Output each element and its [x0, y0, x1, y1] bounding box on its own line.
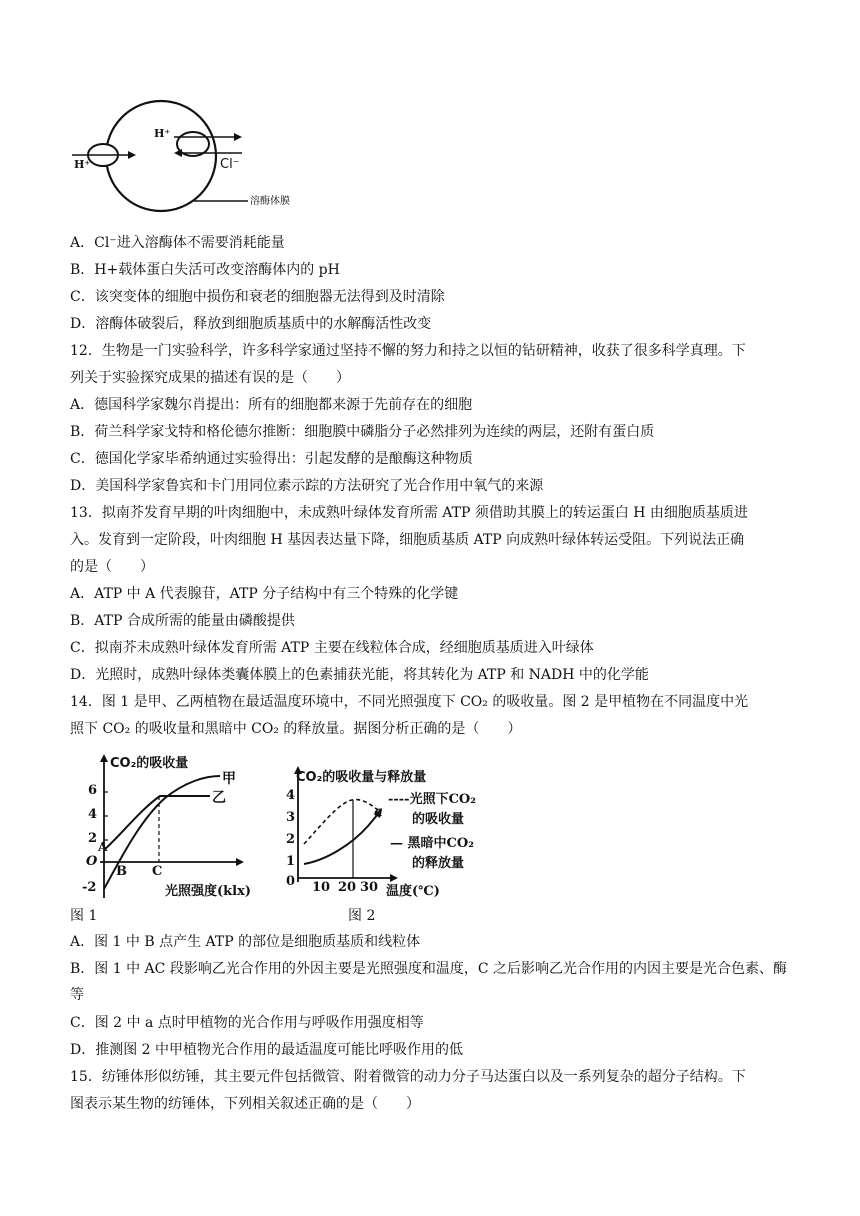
fig2-xtick-20: 20 [338, 880, 357, 895]
q14-option-b: B．图 1 中 AC 段影响乙光合作用的外因主要是光照强度和温度，C 之后影响乙光合作用的内因主要是光合色素、酶等 [70, 961, 787, 1003]
fig2-dashed-curve [304, 800, 378, 844]
label-h-right: H⁺ [154, 127, 171, 140]
q13-option-a: A．ATP 中 A 代表腺苷，ATP 分子结构中有三个特殊的化学键 [70, 586, 459, 602]
fig2-ylabel: CO₂的吸收量与释放量 [296, 770, 427, 785]
q13-option-c: C．拟南芥未成熟叶绿体发育所需 ATP 主要在线粒体合成，经细胞质基质进入叶绿体 [70, 640, 594, 656]
fig2-ytick-1: 1 [286, 854, 296, 869]
label-cl: Cl⁻ [220, 157, 240, 172]
label-lysosome-membrane: 溶酶体膜 [250, 196, 290, 207]
fig1-ylabel: CO₂的吸收量 [110, 756, 189, 771]
label-h-left: H⁺ [74, 158, 91, 171]
fig2-ytick-0: 0 [286, 874, 296, 889]
fig1-ytick-origin: O [86, 854, 98, 869]
q13-stem-3: 的是（ ） [70, 559, 154, 575]
fig1-point-c: C [152, 864, 163, 879]
fig2-legend-dashed-1: ----光照下CO₂ [388, 792, 476, 807]
q12-option-a: A．德国科学家魏尔肖提出：所有的细胞都来源于先前存在的细胞 [70, 397, 473, 413]
q15-stem-1: 15．纺锤体形似纺锤，其主要元件包括微管、附着微管的动力分子马达蛋白以及一系列复杂的超分子结构。下 [70, 1069, 746, 1085]
series-yi-curve [104, 796, 210, 850]
fig2-xtick-10: 10 [312, 880, 331, 895]
q15-stem-2: 图表示某生物的纺锤体，下列相关叙述正确的是（ ） [70, 1096, 420, 1112]
fig2-caption: 图 2 [348, 908, 376, 924]
fig2-legend-solid-1: — 黑暗中CO₂ [390, 836, 474, 851]
fig2-ytick-4: 4 [286, 788, 296, 803]
q12-stem-2: 列关于实验探究成果的描述有误的是（ ） [70, 370, 350, 386]
fig1-point-b: B [116, 864, 127, 879]
q12-stem-1: 12．生物是一门实验科学，许多科学家通过坚持不懈的努力和持之以恒的钻研精神，收获了很多科学真理。下 [70, 343, 746, 359]
fig1-series-yi: 乙 [212, 790, 226, 806]
q12-option-d: D．美国科学家鲁宾和卡门用同位素示踪的方法研究了光合作用中氧气的来源 [70, 478, 544, 494]
q12-option-c: C．德国化学家毕希纳通过实验得出：引起发酵的是酿酶这种物质 [70, 451, 473, 467]
fig2-ytick-3: 3 [286, 810, 296, 825]
fig2-legend-dashed-2: 的吸收量 [412, 812, 465, 827]
q14-stem-2: 照下 CO₂ 的吸收量和黑暗中 CO₂ 的释放量。据图分析正确的是（ ） [70, 721, 522, 737]
fig1-ytick-6: 6 [88, 783, 98, 798]
fig2-ytick-2: 2 [286, 832, 296, 847]
fig1-caption: 图 1 [70, 908, 98, 924]
fig1-ytick-2: 2 [88, 831, 98, 846]
fig2-solid-curve [304, 814, 378, 864]
q11-option-c: C．该突变体的细胞中损伤和衰老的细胞器无法得到及时清除 [70, 289, 445, 305]
q11-option-a: A．Cl⁻进入溶酶体不需要消耗能量 [70, 235, 285, 251]
q13-option-d: D．光照时，成熟叶绿体类囊体膜上的色素捕获光能，将其转化为 ATP 和 NADH 中的化学能 [70, 667, 649, 683]
fig2-legend-solid-2: 的释放量 [412, 856, 465, 871]
fig2-xtick-30: 30 [360, 880, 379, 895]
q13-option-b: B．ATP 合成所需的能量由磷酸提供 [70, 613, 295, 629]
q11-option-d: D．溶酶体破裂后，释放到细胞质基质中的水解酶活性改变 [70, 316, 432, 332]
q14-option-d: D．推测图 2 中甲植物光合作用的最适温度可能比呼吸作用的低 [70, 1042, 464, 1058]
q13-stem-1: 13．拟南芥发育早期的叶肉细胞中，未成熟叶绿体发育所需 ATP 须借助其膜上的转运蛋白 H 由细胞质基质进 [70, 505, 748, 521]
fig1-ytick-4: 4 [88, 807, 98, 822]
q12-option-b: B．荷兰科学家戈特和格伦德尔推断：细胞膜中磷脂分子必然排列为连续的两层，还附有蛋白质 [70, 424, 655, 440]
fig1-series-jia: 甲 [222, 771, 236, 787]
fig1-point-a: A [98, 840, 108, 854]
fig2-xlabel: 温度(℃) [386, 884, 440, 899]
fig2-point-a: a [374, 804, 384, 820]
q14-stem-1: 14．图 1 是甲、乙两植物在最适温度环境中，不同光照强度下 CO₂ 的吸收量。图 2 是甲植物在不同温度中光 [70, 694, 749, 710]
fig1-xlabel: 光照强度(klx) [165, 884, 251, 899]
q13-stem-2: 入。发育到一定阶段，叶肉细胞 H 基因表达量下降，细胞质基质 ATP 向成熟叶绿体转运受阻。下列说法正确 [70, 532, 745, 548]
q14-option-a: A．图 1 中 B 点产生 ATP 的部位是细胞质基质和线粒体 [70, 934, 421, 950]
q11-option-b: B．H+载体蛋白失活可改变溶酶体内的 pH [70, 262, 340, 278]
fig1-ytick-neg2: -2 [82, 880, 97, 895]
q14-option-c: C．图 2 中 a 点时甲植物的光合作用与呼吸作用强度相等 [70, 1015, 424, 1031]
